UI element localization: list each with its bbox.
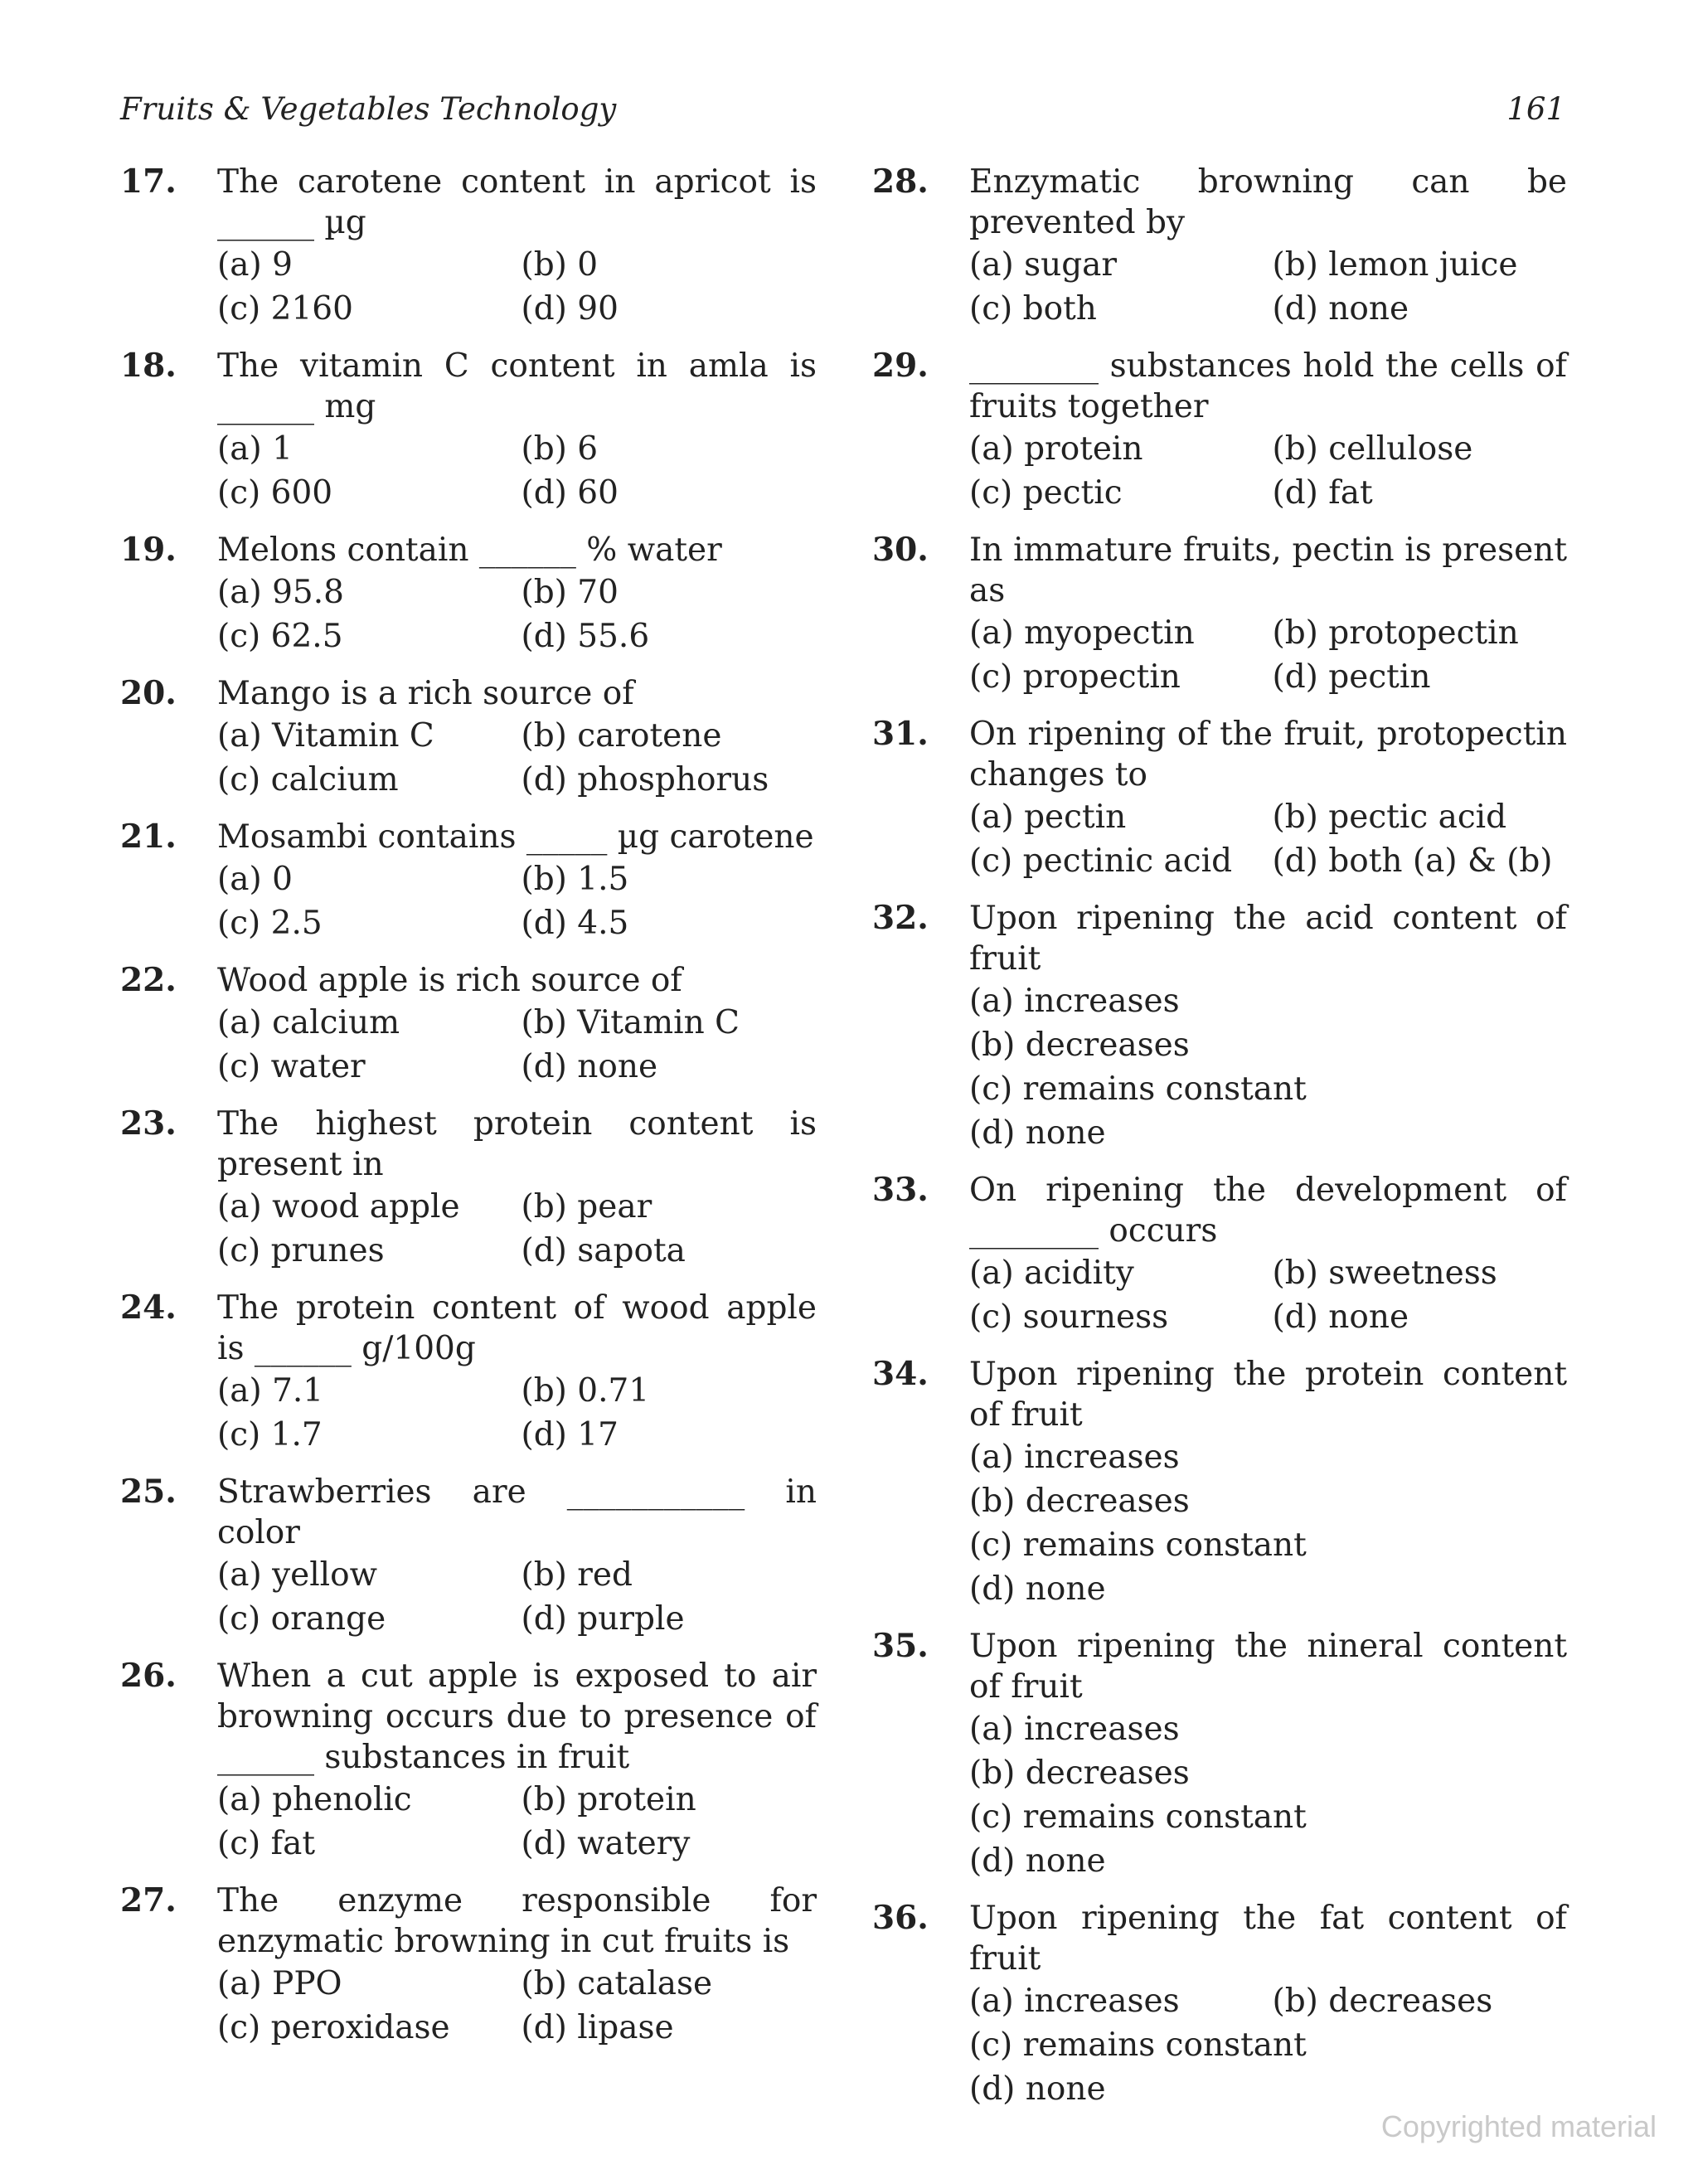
answer-option: (b) 1.5 (521, 861, 629, 898)
question-36 (872, 1898, 1567, 2111)
copyright-watermark: Copyrighted material (1380, 2109, 1657, 2143)
question-29 (872, 346, 1567, 515)
answer-option: (a) increases (969, 1439, 1180, 1476)
answer-option: (c) 2.5 (217, 905, 323, 942)
answer-option: (c) prunes (217, 1232, 385, 1269)
answer-option: (a) increases (969, 1711, 1180, 1748)
answer-option: (b) 6 (521, 430, 599, 468)
question-26 (120, 1656, 817, 1866)
answer-option: (c) fat (217, 1825, 316, 1862)
answer-option: (a) acidity (969, 1255, 1134, 1292)
question-number: 33. (872, 1171, 929, 1209)
question-text: The carotene content in apricot is ______ µg (217, 163, 817, 241)
question-text: The highest protein content is present in (217, 1105, 817, 1183)
answer-option: (a) calcium (217, 1004, 400, 1041)
question-22 (120, 960, 817, 1089)
answer-option: (a) 1 (217, 430, 293, 468)
answer-option: (c) remains constant (969, 2026, 1307, 2064)
answer-option: (d) none (969, 1570, 1106, 1608)
answer-option: (b) pear (521, 1188, 653, 1225)
question-number: 18. (120, 347, 177, 385)
answer-option: (c) propectin (969, 658, 1181, 696)
answer-option: (d) 4.5 (521, 905, 629, 942)
answer-option: (b) decreases (969, 1483, 1190, 1520)
question-24 (120, 1288, 817, 1457)
left-column (120, 162, 817, 2065)
question-text: Upon ripening the nineral content of fruit (969, 1628, 1567, 1706)
answer-option: (b) lemon juice (1272, 246, 1518, 284)
answer-option: (d) none (969, 1842, 1106, 1880)
question-text: When a cut apple is exposed to air browning occurs due to presence of ______ substances in fruit (217, 1657, 817, 1776)
question-19 (120, 530, 817, 658)
answer-option: (a) 0 (217, 861, 293, 898)
answer-option: (a) 9 (217, 246, 293, 284)
question-text: In immature fruits, pectin is present as (969, 531, 1567, 609)
question-34 (872, 1354, 1567, 1611)
question-text: Enzymatic browning can be prevented by (969, 163, 1567, 241)
answer-option: (a) sugar (969, 246, 1118, 284)
question-text: Upon ripening the protein content of fruit (969, 1356, 1567, 1434)
answer-option: (a) wood apple (217, 1188, 460, 1225)
answer-option: (d) lipase (521, 2009, 674, 2046)
question-number: 34. (872, 1355, 929, 1393)
answer-option: (b) pectic acid (1272, 798, 1507, 836)
question-number: 22. (120, 961, 177, 999)
page-header (120, 91, 1565, 141)
question-number: 17. (120, 163, 177, 201)
question-number: 24. (120, 1289, 177, 1327)
answer-option: (d) 90 (521, 290, 619, 328)
question-text: The enzyme responsible for enzymatic browning in cut fruits is (217, 1882, 817, 1960)
question-number: 23. (120, 1104, 177, 1143)
question-text: Upon ripening the acid content of fruit (969, 900, 1567, 978)
answer-option: (b) protein (521, 1781, 696, 1818)
question-25 (120, 1472, 817, 1641)
question-number: 26. (120, 1657, 177, 1695)
answer-option: (c) pectic (969, 474, 1123, 512)
question-text: Upon ripening the fat content of fruit (969, 1900, 1567, 1978)
question-number: 29. (872, 347, 929, 385)
answer-option: (b) catalase (521, 1965, 713, 2002)
answer-option: (c) remains constant (969, 1070, 1307, 1108)
answer-option: (a) phenolic (217, 1781, 412, 1818)
answer-option: (c) 2160 (217, 290, 353, 328)
answer-option: (c) orange (217, 1600, 386, 1638)
answer-option: (d) none (1272, 1298, 1409, 1336)
answer-option: (b) decreases (969, 1754, 1190, 1792)
answer-option: (a) increases (969, 1983, 1180, 2020)
question-text: Wood apple is rich source of (217, 962, 682, 999)
question-text: On ripening the development of ________ occurs (969, 1172, 1567, 1250)
answer-option: (a) 95.8 (217, 574, 344, 611)
answer-option: (b) 0.71 (521, 1372, 650, 1410)
running-title: Fruits & Vegetables Technology (120, 91, 617, 127)
answer-option: (c) pectinic acid (969, 842, 1233, 880)
answer-option: (c) 1.7 (217, 1416, 323, 1454)
question-number: 19. (120, 531, 177, 569)
answer-option: (c) both (969, 290, 1097, 328)
answer-option: (d) none (1272, 290, 1409, 328)
answer-option: (c) 600 (217, 474, 333, 512)
answer-option: (a) yellow (217, 1556, 378, 1594)
answer-option: (c) remains constant (969, 1798, 1307, 1836)
answer-option: (d) 17 (521, 1416, 619, 1454)
answer-option: (c) peroxidase (217, 2009, 450, 2046)
question-number: 21. (120, 818, 177, 856)
answer-option: (d) none (969, 2070, 1106, 2108)
question-text: Mango is a rich source of (217, 675, 634, 712)
answer-option: (b) decreases (1272, 1983, 1493, 2020)
question-text: Mosambi contains _____ µg carotene (217, 818, 814, 856)
answer-option: (a) Vitamin C (217, 717, 434, 755)
answer-option: (b) cellulose (1272, 430, 1473, 468)
answer-option: (b) red (521, 1556, 633, 1594)
question-17 (120, 162, 817, 331)
answer-option: (d) none (521, 1048, 658, 1085)
answer-option: (b) sweetness (1272, 1255, 1497, 1292)
question-text: The protein content of wood apple is ______ g/100g (217, 1289, 817, 1367)
answer-option: (a) PPO (217, 1965, 342, 2002)
question-35 (872, 1626, 1567, 1883)
answer-option: (b) carotene (521, 717, 722, 755)
answer-option: (a) protein (969, 430, 1143, 468)
answer-option: (b) decreases (969, 1026, 1190, 1064)
answer-option: (b) 0 (521, 246, 599, 284)
question-33 (872, 1170, 1567, 1339)
question-31 (872, 714, 1567, 883)
answer-option: (d) 60 (521, 474, 619, 512)
answer-option: (d) sapota (521, 1232, 686, 1269)
question-number: 32. (872, 899, 929, 937)
answer-option: (d) watery (521, 1825, 691, 1862)
answer-option: (c) remains constant (969, 1526, 1307, 1564)
answer-option: (b) protopectin (1272, 614, 1519, 652)
answer-option: (a) 7.1 (217, 1372, 324, 1410)
answer-option: (d) both (a) & (b) (1272, 842, 1553, 880)
answer-option: (c) water (217, 1048, 366, 1085)
right-column (872, 162, 1567, 2126)
question-text: The vitamin C content in amla is ______ mg (217, 347, 817, 425)
question-20 (120, 673, 817, 802)
answer-option: (b) Vitamin C (521, 1004, 740, 1041)
answer-option: (d) phosphorus (521, 761, 769, 798)
question-21 (120, 817, 817, 945)
question-27 (120, 1881, 817, 2050)
answer-option: (c) calcium (217, 761, 399, 798)
question-text: On ripening of the fruit, protopectin changes to (969, 716, 1567, 794)
answer-option: (d) pectin (1272, 658, 1431, 696)
question-number: 31. (872, 715, 929, 753)
question-number: 36. (872, 1899, 929, 1937)
question-23 (120, 1104, 817, 1273)
answer-option: (c) 62.5 (217, 618, 343, 655)
question-text: Strawberries are ___________ in color (217, 1473, 817, 1551)
answer-option: (d) purple (521, 1600, 685, 1638)
answer-option: (c) sourness (969, 1298, 1169, 1336)
answer-option: (d) none (969, 1114, 1106, 1152)
question-text: ________ substances hold the cells of fruits together (969, 347, 1567, 425)
question-number: 35. (872, 1627, 929, 1665)
question-32 (872, 898, 1567, 1155)
answer-option: (d) fat (1272, 474, 1373, 512)
answer-option: (a) increases (969, 983, 1180, 1020)
question-text: Melons contain ______ % water (217, 531, 722, 569)
question-30 (872, 530, 1567, 699)
answer-option: (b) 70 (521, 574, 619, 611)
page-number: 161 (1506, 91, 1565, 127)
question-number: 27. (120, 1881, 177, 1919)
question-number: 20. (120, 674, 177, 712)
answer-option: (d) 55.6 (521, 618, 650, 655)
question-number: 25. (120, 1473, 177, 1511)
question-18 (120, 346, 817, 515)
question-number: 28. (872, 163, 929, 201)
question-number: 30. (872, 531, 929, 569)
answer-option: (a) myopectin (969, 614, 1195, 652)
answer-option: (a) pectin (969, 798, 1127, 836)
question-28 (872, 162, 1567, 331)
